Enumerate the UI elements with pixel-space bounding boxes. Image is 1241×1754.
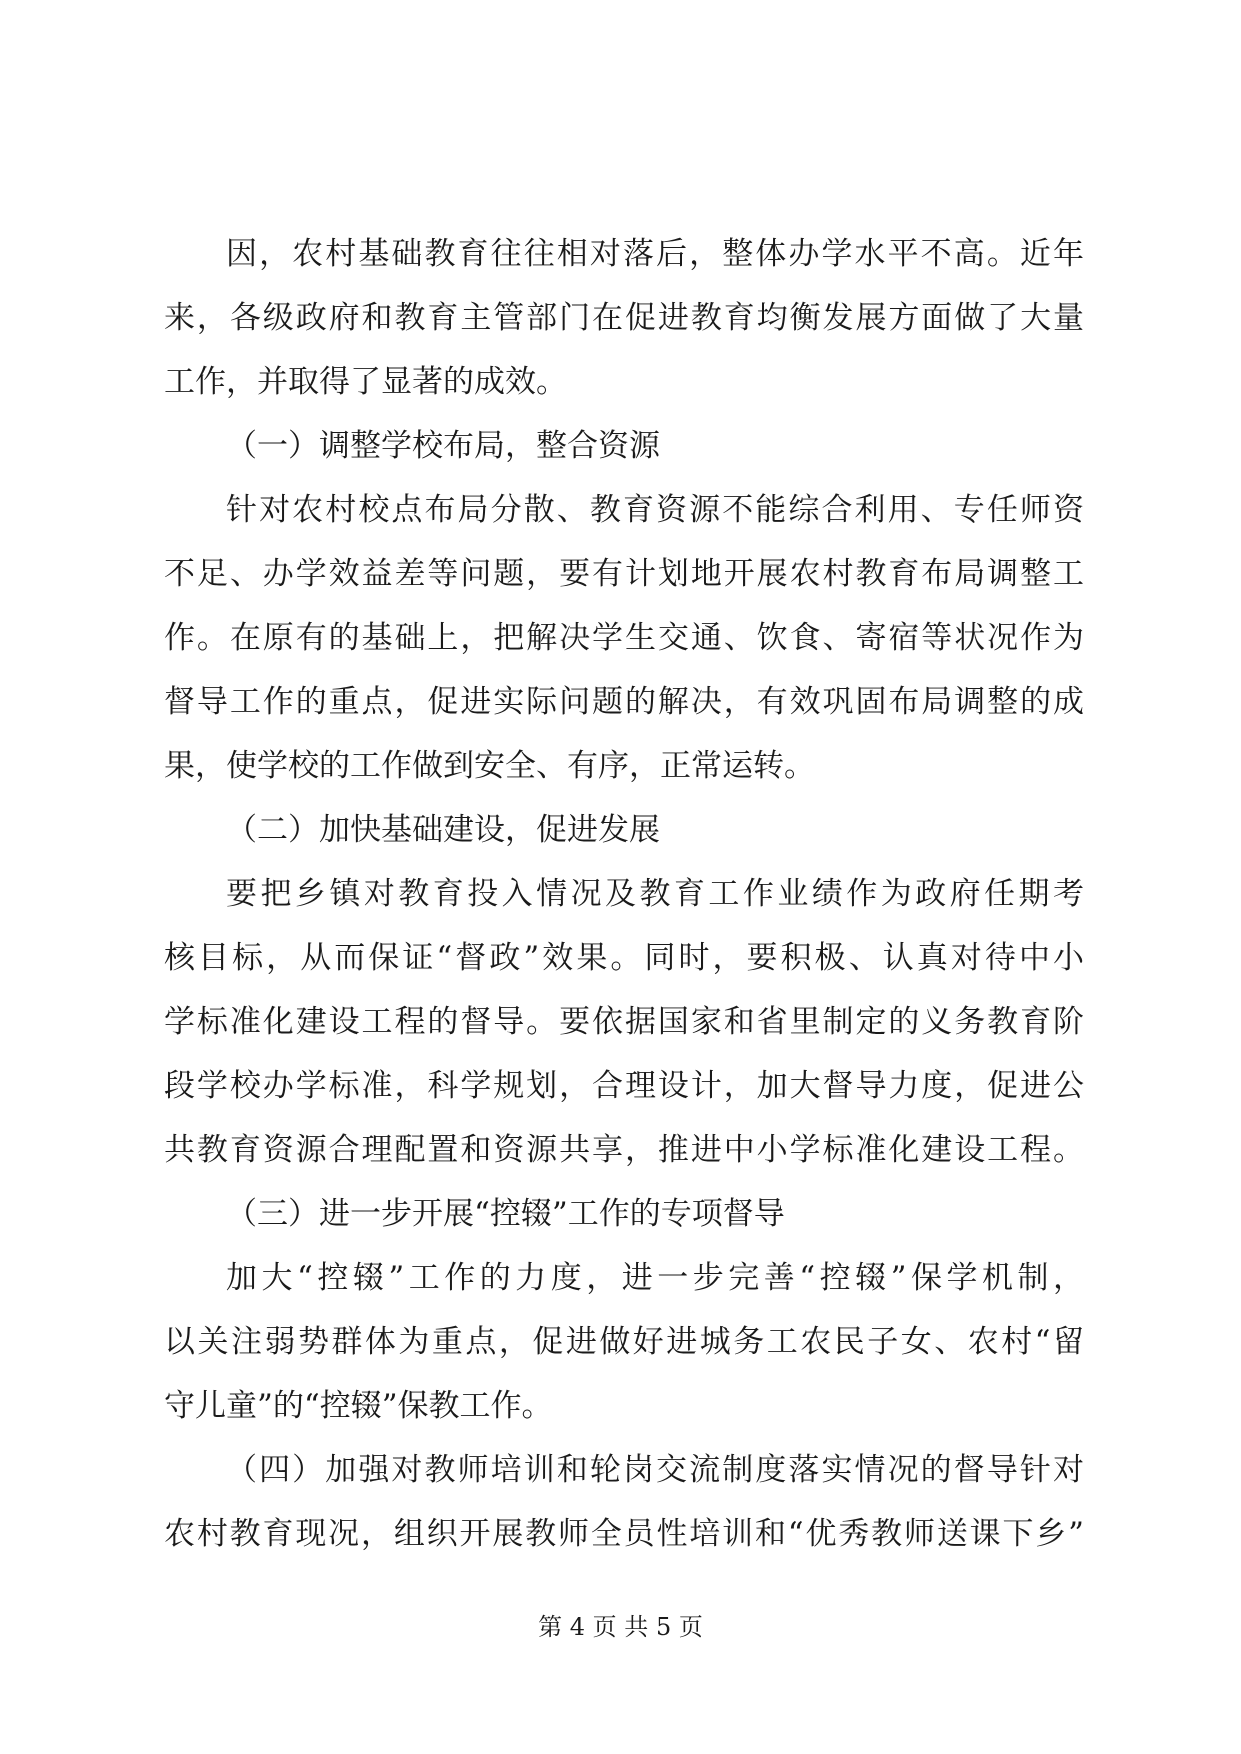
text-line-15: 共教育资源合理配置和资源共享，推进中小学标准化建设工程。 xyxy=(164,1132,1084,1168)
section-heading-2: （二）加快基础建设，促进发展 xyxy=(226,812,660,848)
text-line-21: 农村教育现况，组织开展教师全员性培训和“优秀教师送课下乡” xyxy=(164,1516,1084,1552)
text-line-1: 因，农村基础教育往往相对落后，整体办学水平不高。近年 xyxy=(226,236,1084,272)
text-line-3: 工作，并取得了显著的成效。 xyxy=(164,364,567,400)
text-line-20: （四）加强对教师培训和轮岗交流制度落实情况的督导针对 xyxy=(226,1452,1084,1488)
section-heading-1: （一）调整学校布局，整合资源 xyxy=(226,428,660,464)
document-body xyxy=(164,222,1084,1566)
text-line-9: 果，使学校的工作做到安全、有序，正常运转。 xyxy=(164,748,815,784)
text-line-14: 段学校办学标准，科学规划，合理设计，加大督导力度，促进公 xyxy=(164,1068,1084,1104)
text-line-8: 督导工作的重点，促进实际问题的解决，有效巩固布局调整的成 xyxy=(164,684,1084,720)
text-line-6: 不足、办学效益差等问题，要有计划地开展农村教育布局调整工 xyxy=(164,556,1084,592)
text-line-17: 加大“控辍”工作的力度，进一步完善“控辍”保学机制， xyxy=(226,1260,1084,1296)
text-line-11: 要把乡镇对教育投入情况及教育工作业绩作为政府任期考 xyxy=(226,876,1084,912)
section-heading-3: （三）进一步开展“控辍”工作的专项督导 xyxy=(226,1196,785,1232)
text-line-19: 守儿童”的“控辍”保教工作。 xyxy=(164,1388,553,1424)
text-line-5: 针对农村校点布局分散、教育资源不能综合利用、专任师资 xyxy=(226,492,1084,528)
text-line-13: 学标准化建设工程的督导。要依据国家和省里制定的义务教育阶 xyxy=(164,1004,1084,1040)
text-line-12: 核目标，从而保证“督政”效果。同时，要积极、认真对待中小 xyxy=(164,940,1084,976)
text-line-18: 以关注弱势群体为重点，促进做好进城务工农民子女、农村“留 xyxy=(164,1324,1084,1360)
text-line-2: 来，各级政府和教育主管部门在促进教育均衡发展方面做了大量 xyxy=(164,300,1084,336)
page-number-footer: 第 4 页 共 5 页 xyxy=(538,1613,703,1641)
text-line-7: 作。在原有的基础上，把解决学生交通、饮食、寄宿等状况作为 xyxy=(164,620,1084,656)
